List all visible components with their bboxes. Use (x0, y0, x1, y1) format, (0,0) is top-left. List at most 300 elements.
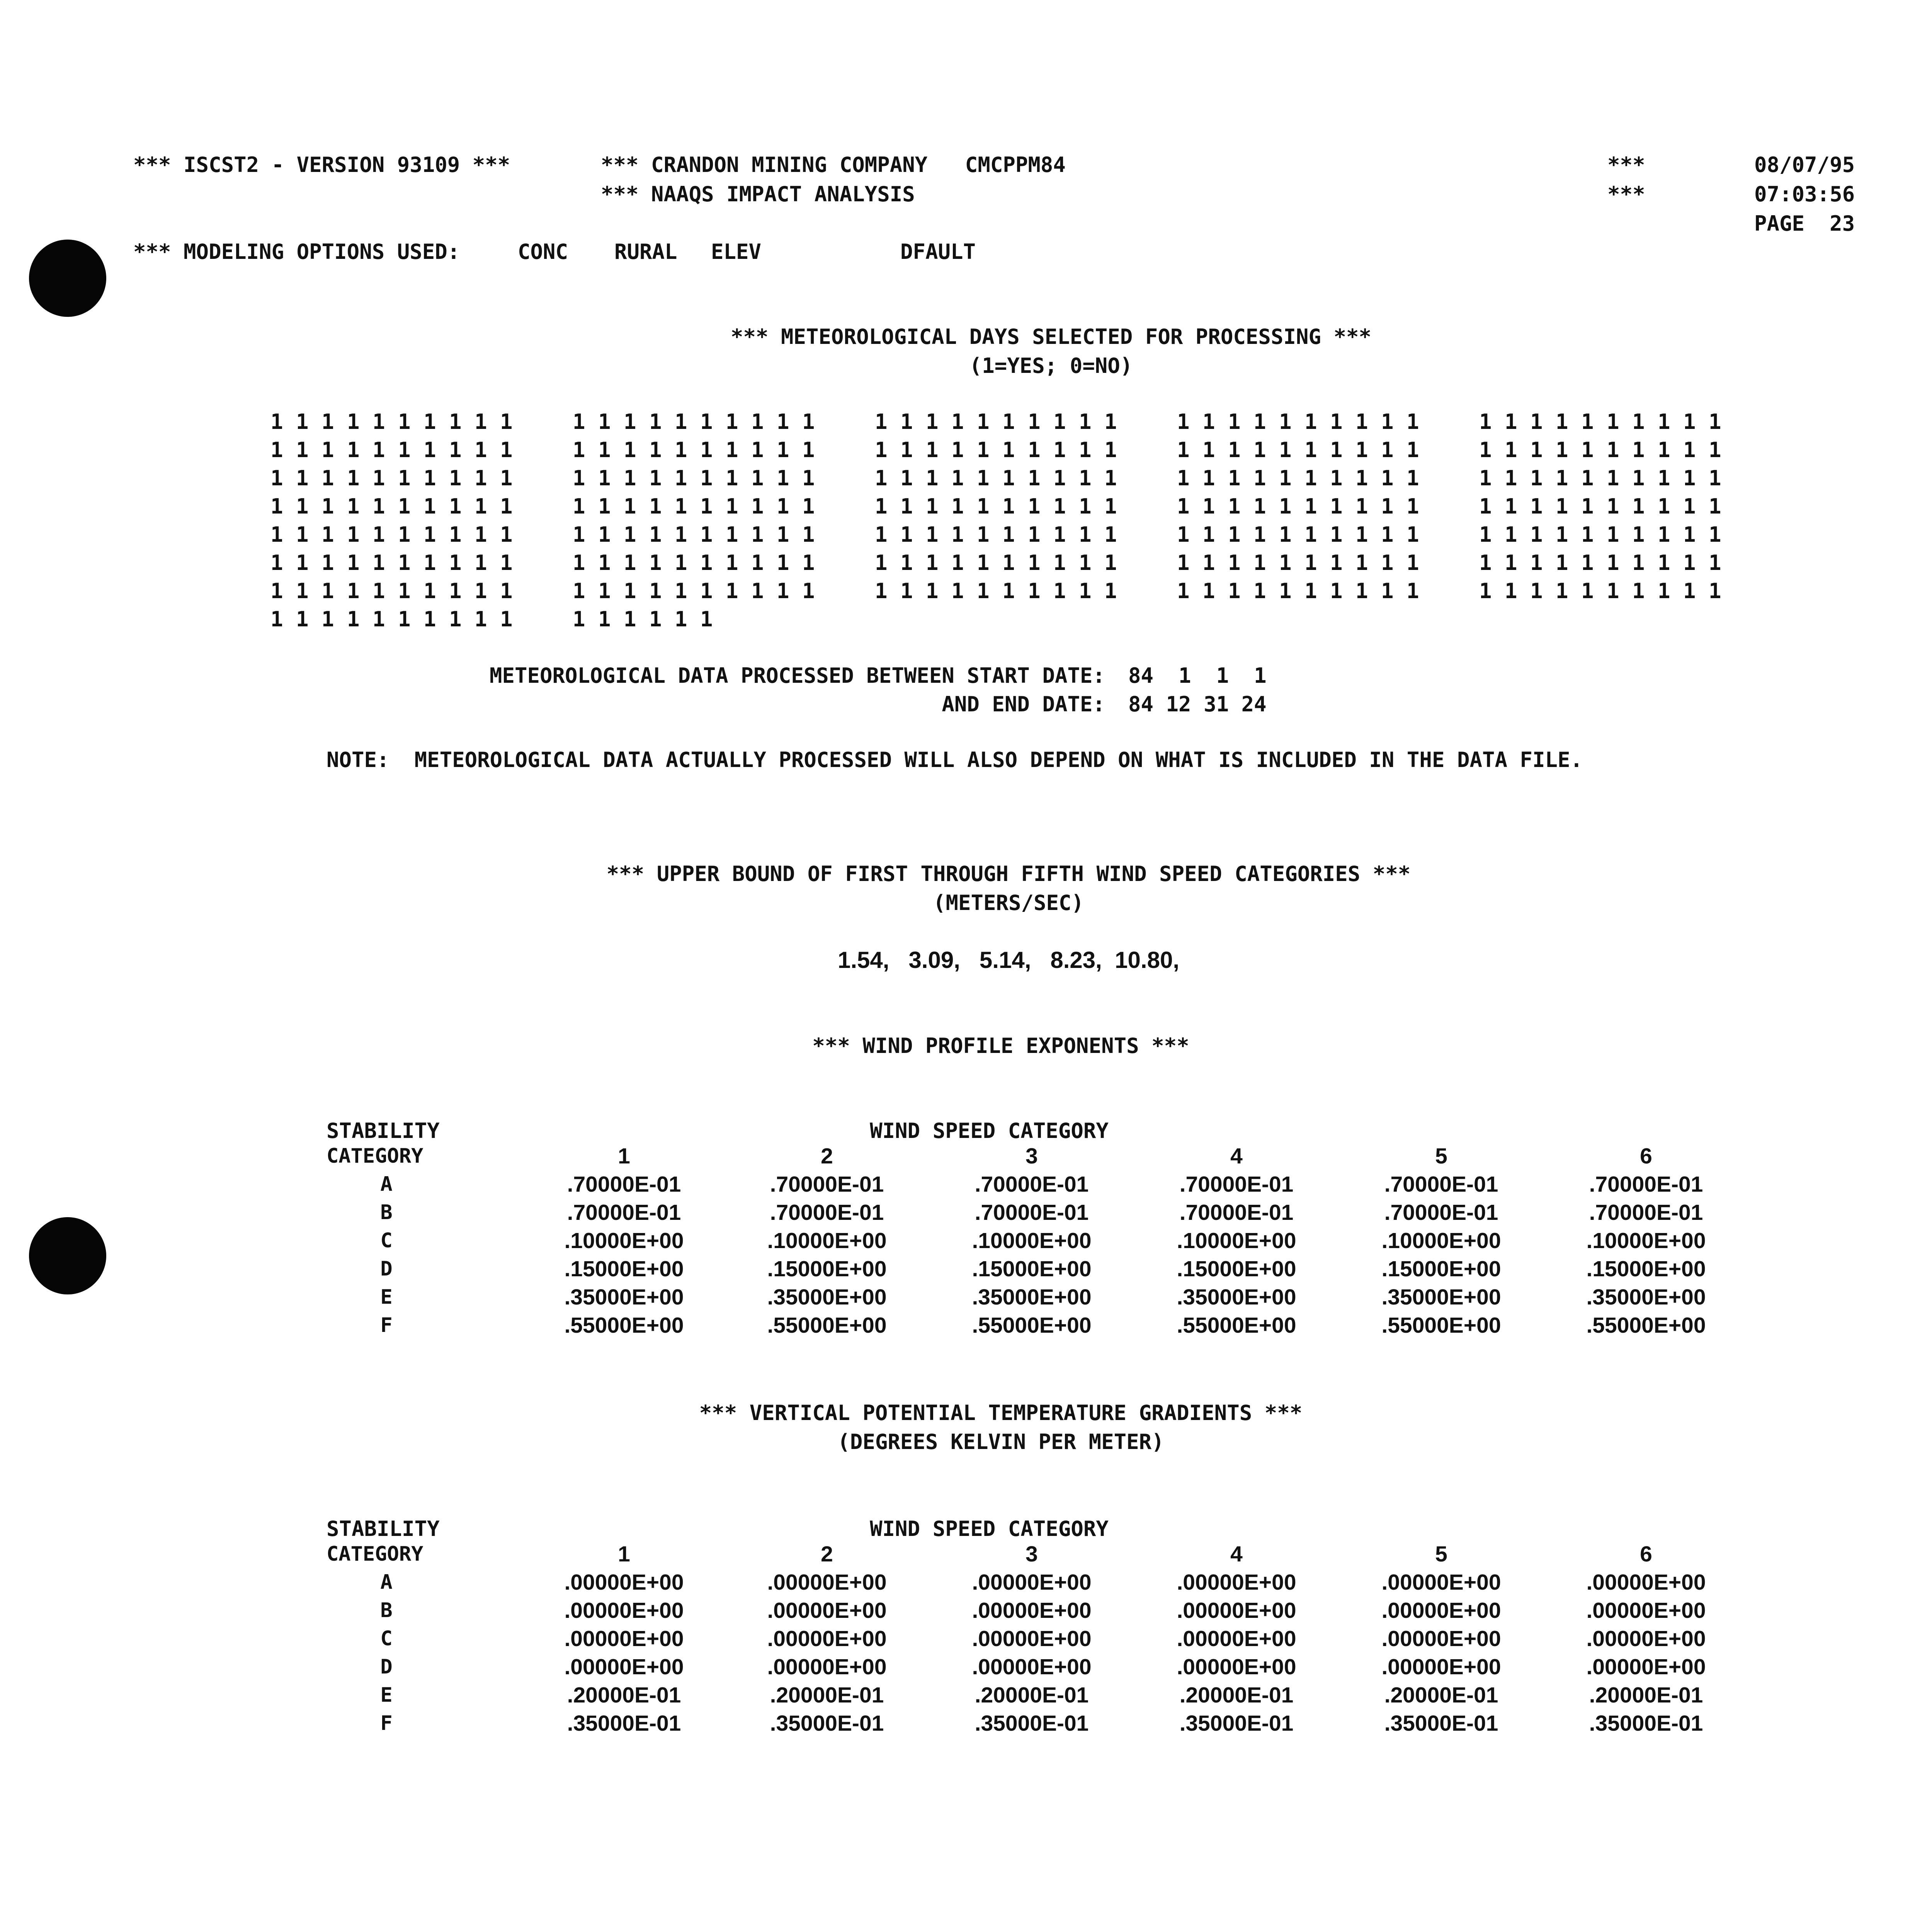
met-day-flag: 1 (598, 579, 611, 603)
met-day-flag: 1 (1330, 410, 1343, 434)
table-cell: .35000E-01 (1589, 1711, 1703, 1736)
met-day-flag: 1 (1505, 410, 1517, 434)
met-day-flag: 1 (1556, 410, 1568, 434)
met-day-flag: 1 (1381, 522, 1394, 547)
met-day-flag: 1 (1228, 410, 1241, 434)
met-day-flag: 1 (675, 607, 687, 631)
column-header: 6 (1640, 1541, 1652, 1566)
met-day-flag: 1 (573, 466, 585, 490)
stability-category: C (380, 1229, 393, 1252)
met-days-group (1177, 551, 1479, 575)
met-day-flag: 1 (321, 494, 334, 519)
table-cell: .15000E+00 (1381, 1256, 1501, 1281)
met-day-flag: 1 (474, 551, 487, 575)
met-days-row (270, 577, 1781, 605)
met-day-flag: 1 (321, 607, 334, 631)
met-day-flag: 1 (1406, 494, 1419, 519)
table-cell: .00000E+00 (767, 1598, 887, 1623)
met-day-flag: 1 (270, 466, 283, 490)
category-label: CATEGORY (327, 1542, 423, 1566)
met-day-flag: 1 (1355, 438, 1368, 462)
table-cell: .15000E+00 (972, 1256, 1092, 1281)
met-day-flag: 1 (700, 466, 713, 490)
met-day-flag: 1 (449, 607, 462, 631)
table-cell: .70000E-01 (1589, 1172, 1703, 1197)
met-day-flag: 1 (1028, 522, 1041, 547)
stability-category: F (380, 1313, 393, 1337)
met-day-flag: 1 (751, 522, 764, 547)
met-days-group (1479, 551, 1781, 575)
met-day-flag: 1 (1632, 466, 1645, 490)
met-day-flag: 1 (321, 466, 334, 490)
met-day-flag: 1 (802, 410, 815, 434)
met-day-flag: 1 (598, 551, 611, 575)
met-day-flag: 1 (321, 410, 334, 434)
met-day-flag: 1 (296, 551, 309, 575)
met-day-flag: 1 (500, 410, 513, 434)
met-day-flag: 1 (296, 579, 309, 603)
table-row (327, 1311, 1748, 1339)
met-day-flag: 1 (1104, 494, 1117, 519)
table-cell: .20000E-01 (975, 1682, 1089, 1708)
met-day-flag: 1 (1479, 551, 1492, 575)
met-day-flag: 1 (624, 466, 636, 490)
met-day-flag: 1 (875, 466, 888, 490)
stability-category: F (380, 1711, 393, 1735)
binder-hole-top (29, 240, 106, 317)
met-day-flag: 1 (1002, 494, 1015, 519)
met-days-group (1479, 410, 1781, 434)
met-day-flag: 1 (624, 438, 636, 462)
met-day-flag: 1 (1253, 579, 1266, 603)
met-day-flag: 1 (1556, 579, 1568, 603)
met-day-flag: 1 (1479, 522, 1492, 547)
met-day-flag: 1 (449, 438, 462, 462)
met-day-flag: 1 (777, 522, 789, 547)
met-day-flag: 1 (1355, 466, 1368, 490)
met-day-flag: 1 (1530, 438, 1543, 462)
met-day-flag: 1 (751, 551, 764, 575)
wind-speed-values: 1.54, 3.09, 5.14, 8.23, 10.80, (838, 947, 1179, 973)
met-day-flag: 1 (1002, 522, 1015, 547)
met-day-flag: 1 (1002, 410, 1015, 434)
met-days-group (270, 438, 573, 462)
table-cell: .35000E-01 (975, 1711, 1089, 1736)
met-day-flag: 1 (1330, 579, 1343, 603)
met-day-flag: 1 (777, 494, 789, 519)
met-day-flag: 1 (1279, 438, 1292, 462)
met-day-flag: 1 (649, 551, 662, 575)
met-day-flag: 1 (726, 466, 738, 490)
met-day-flag: 1 (1330, 466, 1343, 490)
column-header: 2 (821, 1541, 833, 1566)
met-day-flag: 1 (372, 466, 385, 490)
met-day-flag: 1 (296, 607, 309, 631)
met-day-flag: 1 (624, 494, 636, 519)
table-header-row (327, 1540, 1748, 1568)
table-cell: .70000E-01 (1589, 1200, 1703, 1225)
met-day-flag: 1 (573, 607, 585, 631)
met-day-flag: 1 (1632, 522, 1645, 547)
met-day-flag: 1 (347, 466, 360, 490)
met-day-flag: 1 (573, 494, 585, 519)
met-day-flag: 1 (1177, 579, 1190, 603)
met-day-flag: 1 (951, 579, 964, 603)
met-day-flag: 1 (1304, 410, 1317, 434)
table-cell: .55000E+00 (564, 1313, 684, 1338)
met-day-flag: 1 (951, 494, 964, 519)
met-day-flag: 1 (624, 551, 636, 575)
met-day-flag: 1 (474, 494, 487, 519)
met-day-flag: 1 (875, 494, 888, 519)
met-day-flag: 1 (700, 607, 713, 631)
table-cell: .70000E-01 (1384, 1200, 1498, 1225)
met-day-flag: 1 (398, 607, 411, 631)
table-cell: .20000E-01 (1384, 1682, 1498, 1708)
table-cell: .20000E-01 (567, 1682, 681, 1708)
met-day-flag: 1 (700, 494, 713, 519)
option-conc: CONC (518, 240, 568, 264)
table-cell: .20000E-01 (770, 1682, 884, 1708)
binder-hole-middle (29, 1217, 106, 1294)
option-rural: RURAL (614, 240, 677, 264)
met-day-flag: 1 (1658, 494, 1670, 519)
met-day-flag: 1 (372, 438, 385, 462)
met-day-flag: 1 (1658, 410, 1670, 434)
table-cell: .70000E-01 (1384, 1172, 1498, 1197)
met-day-flag: 1 (926, 410, 939, 434)
met-day-flag: 1 (1683, 410, 1696, 434)
met-day-flag: 1 (1002, 438, 1015, 462)
met-day-flag: 1 (372, 607, 385, 631)
table-header-row (327, 1142, 1748, 1170)
met-day-flag: 1 (751, 494, 764, 519)
end-date-label: AND END DATE: (942, 692, 1105, 716)
table-cell: .35000E-01 (770, 1711, 884, 1736)
met-day-flag: 1 (875, 579, 888, 603)
met-day-flag: 1 (1709, 522, 1721, 547)
table-cell: .00000E+00 (1586, 1626, 1706, 1651)
met-day-flag: 1 (977, 466, 990, 490)
met-days-row (270, 520, 1781, 549)
met-day-flag: 1 (977, 494, 990, 519)
met-day-flag: 1 (1028, 579, 1041, 603)
end-date-value: 84 12 31 24 (1128, 692, 1267, 716)
met-days-group (573, 522, 875, 547)
table-cell: .00000E+00 (1177, 1654, 1296, 1679)
met-day-flag: 1 (1683, 551, 1696, 575)
met-day-flag: 1 (926, 522, 939, 547)
met-days-row (270, 436, 1781, 464)
met-days-group (875, 551, 1177, 575)
met-day-flag: 1 (1053, 466, 1066, 490)
met-day-flag: 1 (1658, 551, 1670, 575)
met-day-flag: 1 (1228, 466, 1241, 490)
met-days-group (573, 410, 875, 434)
met-day-flag: 1 (1632, 494, 1645, 519)
met-day-flag: 1 (1028, 466, 1041, 490)
met-day-flag: 1 (449, 494, 462, 519)
met-days-grid (270, 408, 1781, 633)
wind-profile-table (327, 1142, 1748, 1339)
table-cell: .00000E+00 (1177, 1570, 1296, 1595)
met-day-flag: 1 (598, 522, 611, 547)
temp-gradients-units: (DEGREES KELVIN PER METER) (837, 1430, 1164, 1454)
met-day-flag: 1 (1228, 494, 1241, 519)
met-days-group (270, 522, 573, 547)
met-day-flag: 1 (802, 579, 815, 603)
met-days-group (270, 494, 573, 519)
met-day-flag: 1 (398, 438, 411, 462)
met-days-group (270, 410, 573, 434)
temp-gradients-wsc-label: WIND SPEED CATEGORY (870, 1517, 1109, 1541)
met-day-flag: 1 (624, 410, 636, 434)
met-day-flag: 1 (951, 551, 964, 575)
met-day-flag: 1 (1079, 551, 1092, 575)
met-day-flag: 1 (1581, 551, 1594, 575)
temp-gradients-table (327, 1540, 1748, 1737)
met-day-flag: 1 (1104, 410, 1117, 434)
met-day-flag: 1 (1607, 522, 1619, 547)
met-day-flag: 1 (347, 607, 360, 631)
met-day-flag: 1 (1053, 494, 1066, 519)
met-day-flag: 1 (1683, 438, 1696, 462)
met-day-flag: 1 (726, 494, 738, 519)
met-day-flag: 1 (700, 522, 713, 547)
met-day-flag: 1 (449, 522, 462, 547)
met-day-flag: 1 (1355, 494, 1368, 519)
met-day-flag: 1 (875, 551, 888, 575)
met-day-flag: 1 (1177, 494, 1190, 519)
table-cell: .35000E+00 (767, 1284, 887, 1310)
met-day-flag: 1 (1683, 494, 1696, 519)
wind-profile-wsc-label: WIND SPEED CATEGORY (870, 1119, 1109, 1143)
met-day-flag: 1 (1381, 579, 1394, 603)
met-day-flag: 1 (675, 410, 687, 434)
met-day-flag: 1 (1581, 410, 1594, 434)
met-day-flag: 1 (1709, 466, 1721, 490)
met-day-flag: 1 (500, 579, 513, 603)
met-days-title: *** METEOROLOGICAL DAYS SELECTED FOR PROCESSING *** (730, 325, 1372, 349)
met-day-flag: 1 (372, 410, 385, 434)
table-cell: .00000E+00 (1586, 1570, 1706, 1595)
table-cell: .35000E+00 (1586, 1284, 1706, 1310)
table-cell: .15000E+00 (1586, 1256, 1706, 1281)
met-day-flag: 1 (1002, 466, 1015, 490)
met-day-flag: 1 (1079, 579, 1092, 603)
met-day-flag: 1 (1683, 522, 1696, 547)
met-day-flag: 1 (598, 494, 611, 519)
met-day-flag: 1 (270, 494, 283, 519)
met-day-flag: 1 (398, 551, 411, 575)
met-days-group (1177, 466, 1479, 490)
wind-speed-units: (METERS/SEC) (933, 891, 1084, 915)
met-day-flag: 1 (777, 438, 789, 462)
table-cell: .55000E+00 (972, 1313, 1092, 1338)
option-dfault: DFAULT (900, 240, 976, 264)
met-day-flag: 1 (1581, 522, 1594, 547)
met-day-flag: 1 (1505, 579, 1517, 603)
met-day-flag: 1 (1253, 551, 1266, 575)
met-day-flag: 1 (649, 466, 662, 490)
met-day-flag: 1 (1406, 466, 1419, 490)
met-days-group (875, 466, 1177, 490)
met-day-flag: 1 (1228, 522, 1241, 547)
met-day-flag: 1 (1505, 438, 1517, 462)
met-day-flag: 1 (977, 522, 990, 547)
met-day-flag: 1 (649, 607, 662, 631)
met-day-flag: 1 (1104, 551, 1117, 575)
met-day-flag: 1 (977, 438, 990, 462)
met-day-flag: 1 (1304, 466, 1317, 490)
table-cell: .00000E+00 (972, 1626, 1092, 1651)
met-day-flag: 1 (1053, 438, 1066, 462)
met-day-flag: 1 (1253, 438, 1266, 462)
table-cell: .15000E+00 (1177, 1256, 1296, 1281)
met-day-flag: 1 (777, 579, 789, 603)
met-day-flag: 1 (1053, 551, 1066, 575)
table-cell: .15000E+00 (564, 1256, 684, 1281)
met-day-flag: 1 (500, 466, 513, 490)
met-day-flag: 1 (726, 551, 738, 575)
met-day-flag: 1 (1355, 579, 1368, 603)
met-day-flag: 1 (598, 466, 611, 490)
table-cell: .55000E+00 (1381, 1313, 1501, 1338)
met-day-flag: 1 (1658, 579, 1670, 603)
met-day-flag: 1 (777, 410, 789, 434)
met-day-flag: 1 (1607, 438, 1619, 462)
table-cell: .10000E+00 (1381, 1228, 1501, 1253)
met-day-flag: 1 (1177, 551, 1190, 575)
table-row (327, 1681, 1748, 1709)
table-cell: .00000E+00 (564, 1654, 684, 1679)
met-day-flag: 1 (321, 438, 334, 462)
met-days-group (573, 466, 875, 490)
start-date-label: METEOROLOGICAL DATA PROCESSED BETWEEN START DATE: (489, 663, 1105, 688)
met-day-flag: 1 (296, 522, 309, 547)
table-cell: .10000E+00 (1177, 1228, 1296, 1253)
table-cell: .35000E+00 (1177, 1284, 1296, 1310)
met-day-flag: 1 (1530, 551, 1543, 575)
met-day-flag: 1 (296, 466, 309, 490)
met-day-flag: 1 (449, 410, 462, 434)
met-day-flag: 1 (1279, 466, 1292, 490)
met-day-flag: 1 (802, 438, 815, 462)
table-row (327, 1198, 1748, 1226)
met-day-flag: 1 (1330, 551, 1343, 575)
met-day-flag: 1 (573, 579, 585, 603)
met-day-flag: 1 (1279, 551, 1292, 575)
analysis-title: *** NAAQS IMPACT ANALYSIS (601, 182, 915, 206)
table-cell: .00000E+00 (972, 1654, 1092, 1679)
met-day-flag: 1 (321, 579, 334, 603)
met-day-flag: 1 (675, 551, 687, 575)
met-day-flag: 1 (474, 607, 487, 631)
met-day-flag: 1 (1079, 494, 1092, 519)
table-row (327, 1283, 1748, 1311)
met-days-group (1479, 494, 1781, 519)
met-day-flag: 1 (296, 410, 309, 434)
run-time: 07:03:56 (1754, 182, 1855, 206)
met-day-flag: 1 (449, 551, 462, 575)
met-days-group (270, 607, 573, 631)
met-day-flag: 1 (500, 522, 513, 547)
table-cell: .70000E-01 (975, 1172, 1089, 1197)
table-cell: .00000E+00 (767, 1654, 887, 1679)
met-day-flag: 1 (573, 438, 585, 462)
met-day-flag: 1 (1177, 522, 1190, 547)
met-day-flag: 1 (1381, 410, 1394, 434)
met-day-flag: 1 (1581, 438, 1594, 462)
met-day-flag: 1 (726, 522, 738, 547)
met-day-flag: 1 (1228, 579, 1241, 603)
met-day-flag: 1 (1479, 410, 1492, 434)
met-day-flag: 1 (1556, 494, 1568, 519)
met-day-flag: 1 (449, 466, 462, 490)
option-elev: ELEV (711, 240, 762, 264)
met-day-flag: 1 (423, 410, 436, 434)
met-day-flag: 1 (1304, 579, 1317, 603)
met-day-flag: 1 (1530, 522, 1543, 547)
stability-category: D (380, 1257, 393, 1281)
table-cell: .70000E-01 (567, 1200, 681, 1225)
met-day-flag: 1 (802, 494, 815, 519)
met-day-flag: 1 (1079, 522, 1092, 547)
column-header: 4 (1230, 1541, 1243, 1566)
met-day-flag: 1 (1028, 551, 1041, 575)
met-day-flag: 1 (1053, 522, 1066, 547)
met-day-flag: 1 (1079, 438, 1092, 462)
met-day-flag: 1 (1279, 410, 1292, 434)
stability-category: B (380, 1201, 393, 1224)
met-day-flag: 1 (675, 494, 687, 519)
met-day-flag: 1 (675, 466, 687, 490)
table-cell: .70000E-01 (770, 1172, 884, 1197)
column-header: 5 (1435, 1541, 1447, 1566)
column-header: 1 (618, 1541, 630, 1566)
met-days-group (573, 551, 875, 575)
met-day-flag: 1 (1581, 494, 1594, 519)
met-day-flag: 1 (875, 438, 888, 462)
table-cell: .00000E+00 (1177, 1598, 1296, 1623)
met-day-flag: 1 (1530, 466, 1543, 490)
met-day-flag: 1 (751, 579, 764, 603)
met-day-flag: 1 (1202, 466, 1215, 490)
column-header: 1 (618, 1143, 630, 1168)
met-day-flag: 1 (1607, 466, 1619, 490)
wind-profile-stability-label: STABILITY (327, 1119, 440, 1143)
table-cell: .70000E-01 (567, 1172, 681, 1197)
met-day-flag: 1 (1505, 551, 1517, 575)
met-day-flag: 1 (1479, 466, 1492, 490)
met-day-flag: 1 (1479, 494, 1492, 519)
met-day-flag: 1 (1556, 438, 1568, 462)
table-cell: .00000E+00 (564, 1626, 684, 1651)
met-day-flag: 1 (1632, 438, 1645, 462)
met-days-group (875, 579, 1177, 603)
table-cell: .70000E-01 (975, 1200, 1089, 1225)
met-day-flag: 1 (500, 607, 513, 631)
met-day-flag: 1 (1104, 579, 1117, 603)
column-header: 3 (1026, 1541, 1038, 1566)
met-day-flag: 1 (926, 494, 939, 519)
met-day-flag: 1 (1279, 522, 1292, 547)
met-day-flag: 1 (372, 494, 385, 519)
wind-speed-title: *** UPPER BOUND OF FIRST THROUGH FIFTH WIND SPEED CATEGORIES *** (606, 862, 1411, 886)
met-day-flag: 1 (1079, 410, 1092, 434)
met-day-flag: 1 (474, 522, 487, 547)
table-row (327, 1226, 1748, 1255)
